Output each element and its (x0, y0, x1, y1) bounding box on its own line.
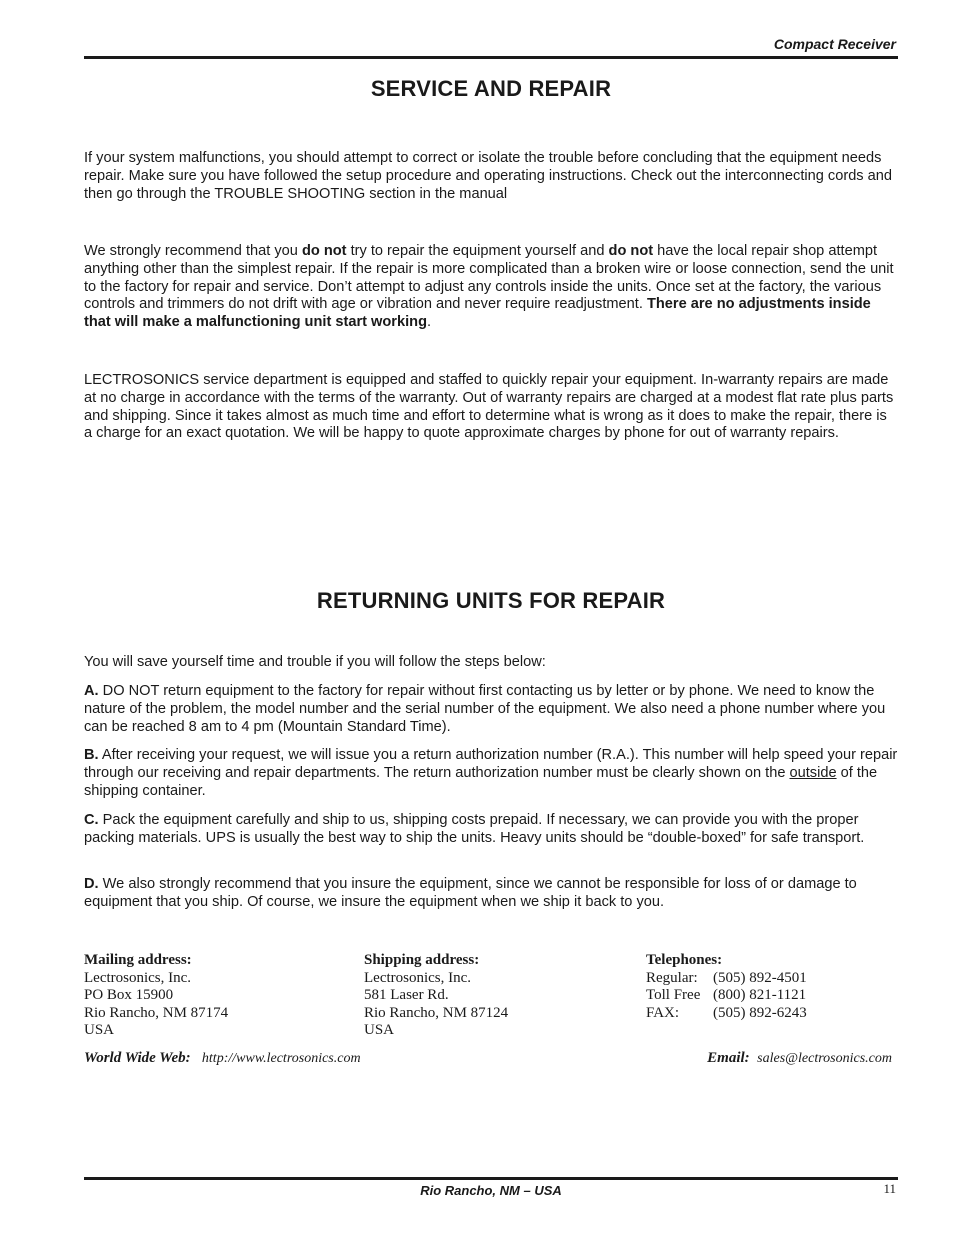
footer-location: Rio Rancho, NM – USA (420, 1183, 562, 1198)
mailing-address-label: Mailing address: (84, 952, 192, 968)
header-rule (84, 56, 898, 59)
mailing-line: Lectrosonics, Inc. (84, 969, 192, 986)
paragraph-malfunction: If your system malfunctions, you should attempt to correct or isolate the trouble before concluding that the equipment needs repair. Make sure you have followed the setup procedure and operating instructions. Check out the interconnecting cords and then go through the TROUBLE SHOOTING section in the manual (84, 150, 893, 202)
paragraph-service-department: LECTROSONICS service department is equipped and staffed to quickly repair your equipment. In-warranty repairs are made at no charge in accordance with the terms of the warranty. Out of warranty repairs are charged at a modest flat rate plus parts and shipping. Since it takes almost as much time and effort to determine what is wrong as it does to make the repair, there is a charge for an exact quotation. We will be happy to quote approximate charges by phone for out of warranty repairs. (84, 372, 894, 442)
shipping-line: Lectrosonics, Inc. (364, 969, 472, 986)
section-heading-returning: RETURNING UNITS FOR REPAIR (316, 588, 666, 613)
web-address (84, 1050, 361, 1067)
paragraph-intro: You will save yourself time and trouble if you will follow the steps below: (84, 654, 546, 670)
email-link[interactable]: sales@lectrosonics.com (757, 1051, 892, 1066)
step-b: B. After receiving your request, we will issue you a return authorization number (R.A.). This number will help speed your repair through our receiving and repair departments. The return authorization number must be clearly shown on the outside of the shipping container. (84, 747, 898, 799)
footer-rule (84, 1177, 898, 1180)
email-label: Email: (707, 1050, 750, 1066)
step-c: C. Pack the equipment carefully and ship to us, shipping costs prepaid. If necessary, we can provide you with the proper packing materials. UPS is usually the best way to ship the units. Heavy units should be “double-boxed” for safe transport. (84, 812, 865, 846)
web-link[interactable]: http://www.lectrosonics.com (201, 1051, 361, 1066)
mailing-line: USA (84, 1022, 115, 1039)
email-address (707, 1050, 892, 1067)
shipping-line: 581 Laser Rd. (364, 987, 449, 1004)
shipping-line: Rio Rancho, NM 87124 (364, 1004, 509, 1021)
web-label: World Wide Web: (84, 1050, 191, 1066)
mailing-line: PO Box 15900 (84, 987, 174, 1004)
telephones (646, 952, 896, 1022)
shipping-line: USA (364, 1022, 395, 1039)
shipping-address-label: Shipping address: (364, 952, 480, 968)
mailing-line: Rio Rancho, NM 87174 (84, 1004, 229, 1021)
telephone-row: Regular: (505) 892-4501 (646, 969, 807, 986)
step-a: A. DO NOT return equipment to the factory for repair without first contacting us by letter or by phone. We need to know the nature of the problem, the model number and the serial number of the equipment. We also need a phone number where you can be reached 8 am to 4 pm (Mountain Standard Time). (84, 683, 886, 735)
telephone-row: FAX: (505) 892-6243 (646, 1004, 807, 1021)
running-header: Compact Receiver (773, 36, 896, 52)
paragraph-recommendation: We strongly recommend that you do not try to repair the equipment yourself and do not have the local repair shop attempt anything other than the simplest repair. If the repair is more complicated than a broken wire or loose connection, send the unit to the factory for repair and service. Don’t attempt to adjust any controls inside the units. Once set at the factory, the various controls and trimmers do not drift with age or vibration and never require readjustment. There are no adjustments inside that will make a malfunctioning unit start working. (84, 243, 894, 331)
step-d: D. We also strongly recommend that you insure the equipment, since we cannot be responsible for loss of or damage to equipment that you ship. Of course, we insure the equipment when we ship it back to you. (84, 876, 857, 910)
page-number: 11 (883, 1181, 896, 1196)
telephones-label: Telephones: (646, 952, 723, 968)
mailing-address (84, 952, 344, 1040)
shipping-address (364, 952, 624, 1040)
section-heading-service: SERVICE AND REPAIR (370, 76, 612, 101)
telephone-row: Toll Free (800) 821-1121 (646, 987, 807, 1004)
